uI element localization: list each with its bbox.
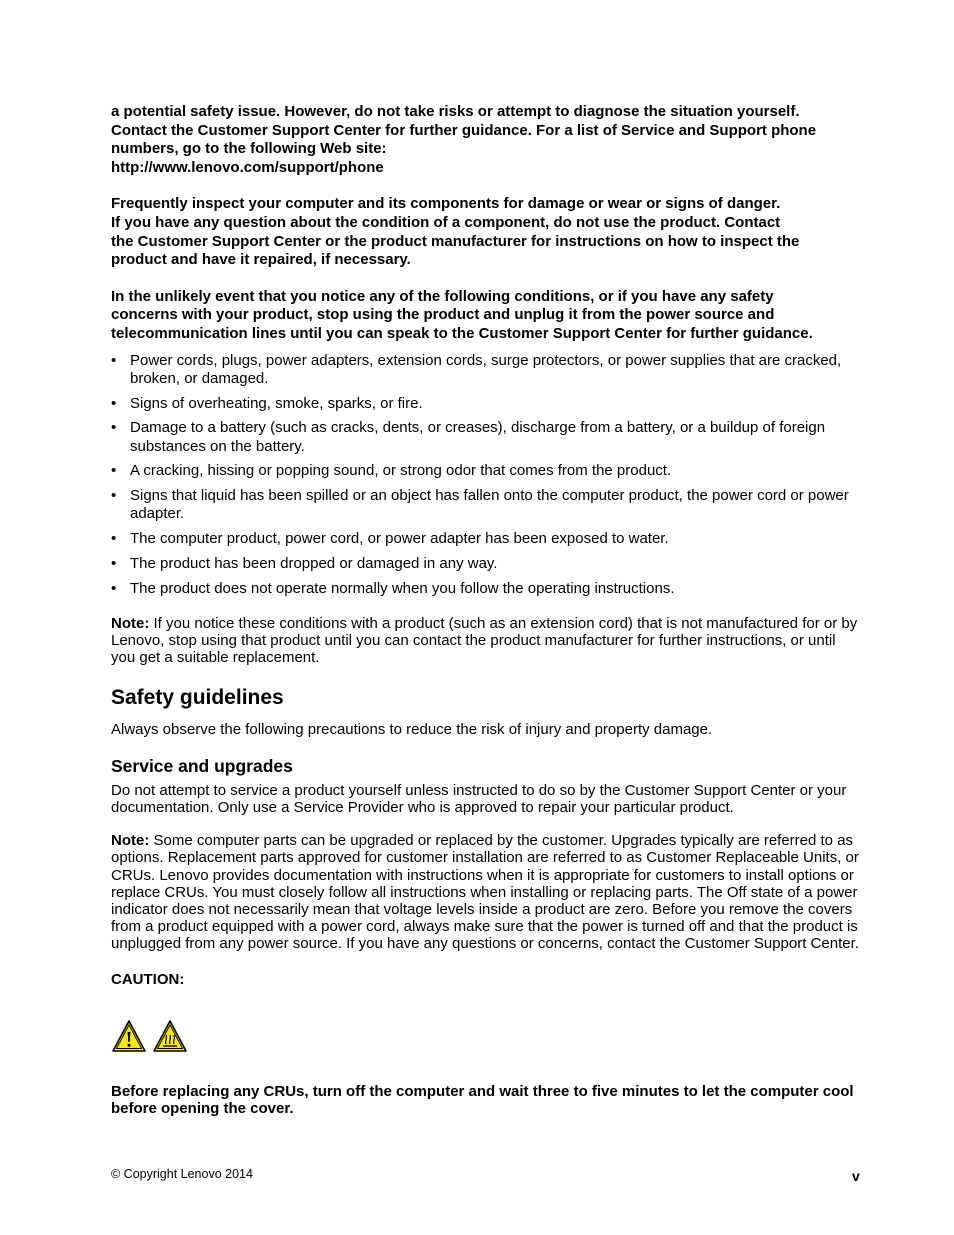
list-item: • Signs that liquid has been spilled or an object has fallen onto the computer product, the power cord or power adapter.: [111, 487, 849, 523]
bullet-mark: •: [111, 394, 117, 412]
bullet-mark: •: [111, 419, 117, 437]
list-item: • Signs of overheating, smoke, sparks, or fire.: [111, 394, 423, 412]
bullet-mark: •: [111, 487, 117, 505]
condition-list: [111, 352, 863, 598]
page-content: [111, 103, 863, 1136]
list-item: • The product does not operate normally when you follow the operating instructions.: [111, 579, 675, 597]
bullet-mark: •: [111, 579, 117, 597]
footer-copyright: © Copyright Lenovo 2014: [111, 1167, 253, 1181]
hot-surface-icon: [152, 1019, 188, 1053]
warning-triangle-icon: [111, 1019, 147, 1053]
section-title: Safety guidelines: [111, 685, 284, 709]
caution-label: CAUTION:: [111, 970, 185, 988]
list-item: • The computer product, power cord, or power adapter has been exposed to water.: [111, 530, 669, 548]
intro-paragraph-3: In the unlikely event that you notice any of the following conditions, or if you have any safety concerns with your product, stop using the product and unplug it from the power source and telecommunication lines until you can speak to the Customer Support Center for further guidance.: [111, 287, 813, 342]
bullet-mark: •: [111, 351, 117, 369]
note-label: Note:: [111, 832, 150, 850]
intro-paragraph-1: a potential safety issue. However, do not take risks or attempt to diagnose the situation yourself. Contact the Customer Support Center for further guidance. For a list of Service and Support phone numbers, go to the following Web site: http://www.lenovo.com/support/phone: [111, 103, 817, 176]
list-item: • The product has been dropped or damaged in any way.: [111, 554, 498, 572]
list-item: • Damage to a battery (such as cracks, dents, or creases), discharge from a battery, or a buildup of foreign substances on the battery.: [111, 419, 826, 455]
note-text: Some computer parts can be upgraded or replaced by the customer. Upgrades typically are referred to as options. Replacement parts approved for customer installation are referred to as Customer Replaceable Units, or CRUs. Lenovo provides documentation with instructions when it is appropriate for customers to install options or replace CRUs. You must closely follow all instructions when installing or replacing parts. The Off state of a power indicator does not necessarily mean that voltage levels inside a product are zero. Before you remove the covers from a product equipped with a power cord, always make sure that the power is turned off and that the product is unplugged from any power source. If you have any questions or concerns, contact the Customer Support Center.: [111, 832, 859, 953]
intro-paragraph-2: Frequently inspect your computer and its components for damage or wear or signs of danger. If you have any question about the condition of a component, do not use the product. Contact the Customer Support Center or the product manufacturer for instructions on how to inspect the product and have it repaired, if necessary.: [111, 195, 800, 269]
section-intro: Always observe the following precautions to reduce the risk of injury and property damage.: [111, 720, 713, 738]
list-item: • Power cords, plugs, power adapters, extension cords, surge protectors, or power supplies that are cracked, broken, or damaged.: [111, 351, 842, 387]
page-number: v: [852, 1168, 860, 1184]
bullet-mark: •: [111, 554, 117, 572]
note-paragraph-2: [111, 832, 863, 952]
bullet-mark: •: [111, 530, 117, 548]
subsection-title: Service and upgrades: [111, 755, 293, 776]
caution-icons: [111, 1019, 863, 1059]
caution-text: Before replacing any CRUs, turn off the computer and wait three to five minutes to let the computer cool before opening the cover.: [111, 1082, 854, 1118]
note-text: If you notice these conditions with a product (such as an extension cord) that is not manufactured for or by Lenovo, stop using that product until you can contact the product manufacturer for further instructions, or until you get a suitable replacement.: [111, 614, 858, 667]
list-item: • A cracking, hissing or popping sound, or strong odor that comes from the product.: [111, 462, 672, 480]
bullet-mark: •: [111, 462, 117, 480]
subsection-text: Do not attempt to service a product yourself unless instructed to do so by the Customer Support Center or your documentation. Only use a Service Provider who is approved to repair your particular product.: [111, 781, 847, 816]
note-paragraph-1: [111, 615, 863, 667]
note-label: Note:: [111, 614, 150, 632]
